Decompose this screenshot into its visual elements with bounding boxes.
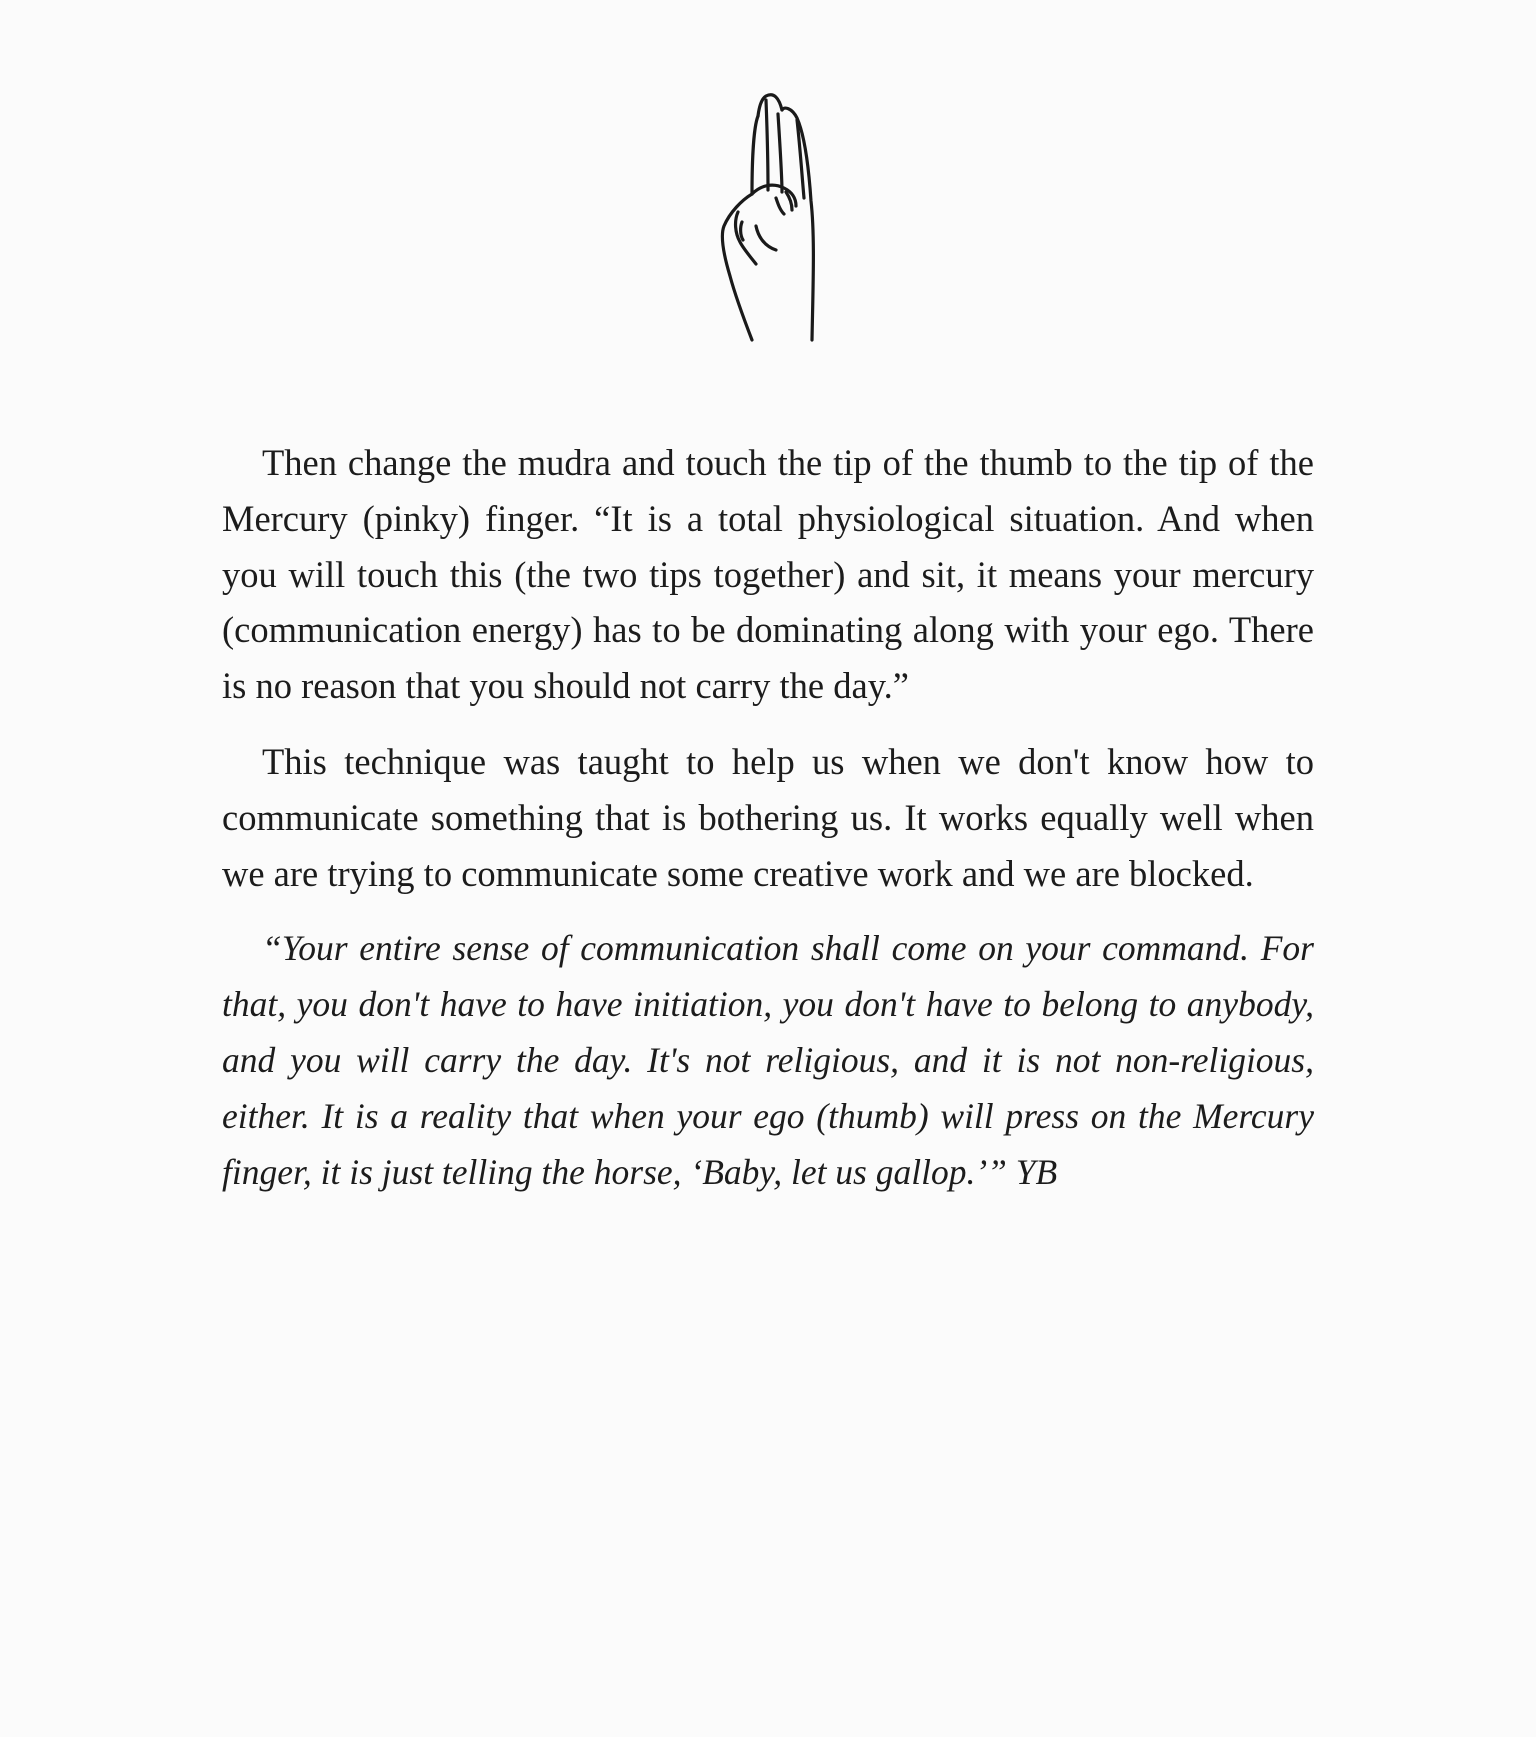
mudra-hand-icon	[680, 86, 830, 358]
paragraph-quote: “Your entire sense of communication shall come on your command. For that, you don't have to have initiation, you don't have to belong to anybody, and you will carry the day. It's not religious, and it is not non-religious, either. It is a reality that when your ego (thumb) will press on the Mercury finger, it is just telling the horse, ‘Baby, let us gallop.’” YB	[222, 928, 1314, 1192]
paragraph-instruction: Then change the mudra and touch the tip of the thumb to the tip of the Mercury (pinky) finger. “It is a total physiological situation. And when you will touch this (the two tips together) and sit, it means your mercury (communication energy) has to be dominating along with your ego. There is no reason that you should not carry the day.”	[222, 442, 1314, 707]
paragraph-explanation: This technique was taught to help us when we don't know how to communicate something that is bothering us. It works equally well when we are trying to communicate some creative work and we are blocked.	[222, 740, 1314, 894]
body-text	[222, 435, 1314, 1220]
